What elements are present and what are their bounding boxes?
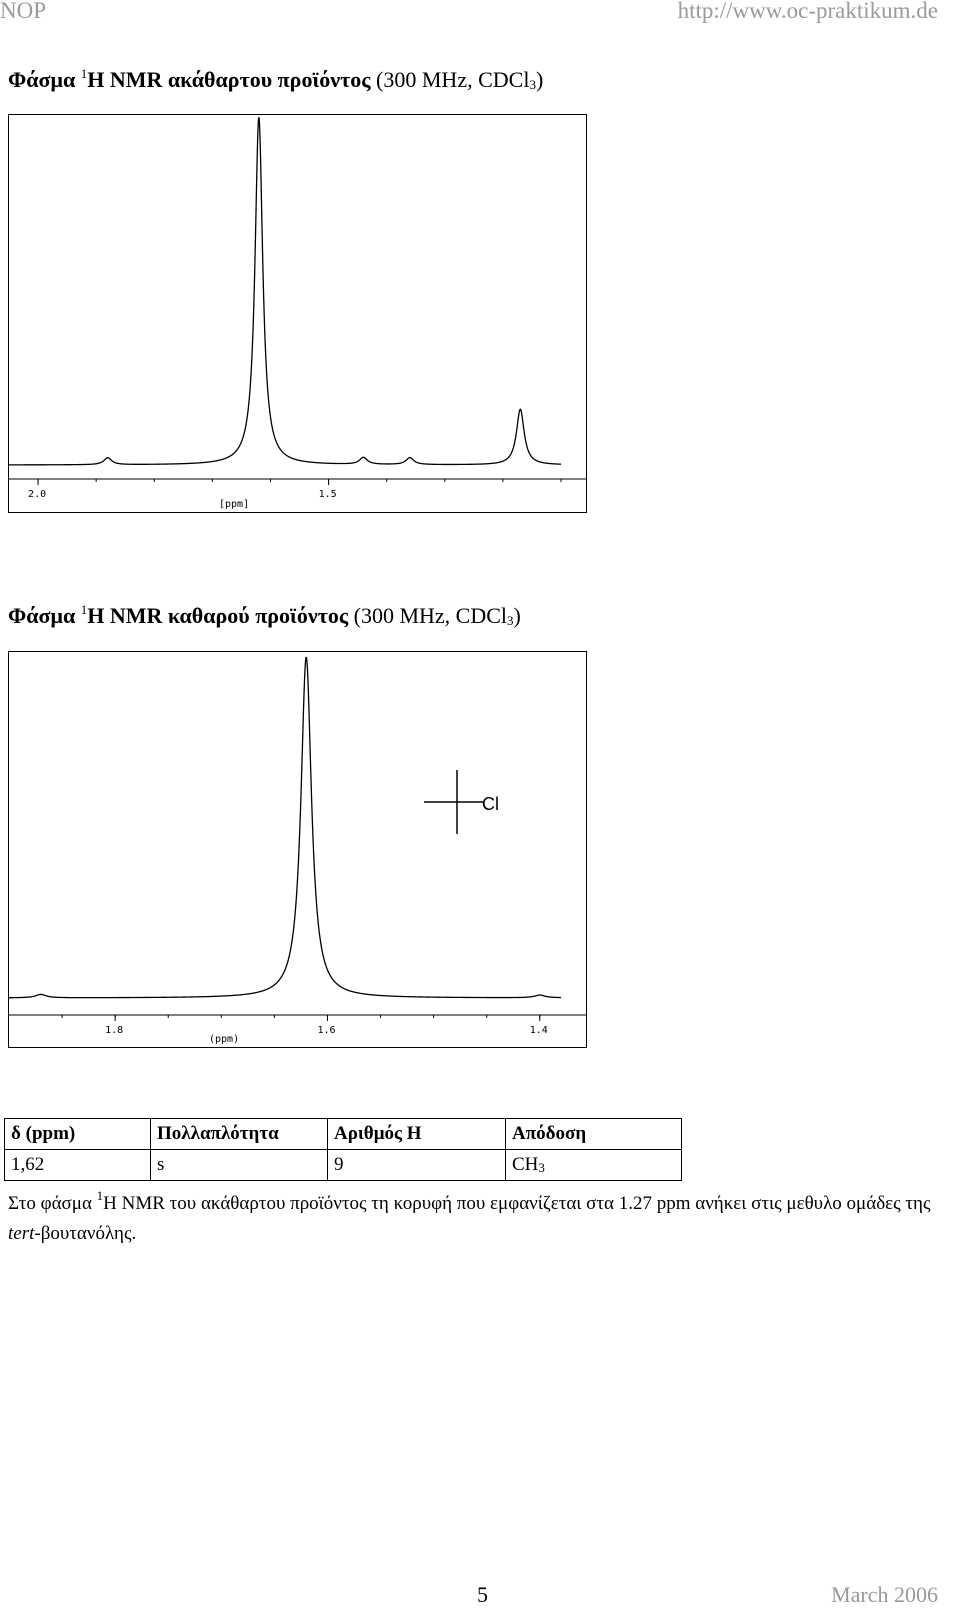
header-url[interactable]: http://www.oc-praktikum.de <box>677 0 938 23</box>
cell-count: 9 <box>328 1150 506 1181</box>
caption-sup: 1 <box>80 66 88 81</box>
caption-sub: 3 <box>507 613 514 628</box>
caption-end: ) <box>535 67 544 92</box>
paragraph-part-1: Στο φάσμα <box>8 1193 97 1214</box>
caption-sup: 1 <box>80 602 88 617</box>
caption-bold-2: H NMR ακάθαρτου προϊόντος <box>87 67 371 92</box>
x-tick-label: 1.5 <box>318 489 337 500</box>
caption-rest: (300 MHz, CDCl <box>348 603 508 628</box>
crude-ticks <box>28 479 561 500</box>
cell-assignment <box>506 1150 682 1181</box>
paragraph-italic: tert <box>8 1223 35 1244</box>
crude-spectrum-svg <box>9 115 586 512</box>
x-tick-label: 2.0 <box>28 489 47 500</box>
crude-spectrum-caption <box>8 67 543 93</box>
cell-shift: 1,62 <box>5 1150 151 1181</box>
x-tick-label: 1.6 <box>317 1025 336 1036</box>
structure-cl-label: Cl <box>482 794 499 814</box>
assignment-main: CH <box>512 1154 539 1175</box>
assignment-sub: 3 <box>538 1160 545 1175</box>
table-header-row <box>5 1119 682 1150</box>
table-row <box>5 1150 682 1181</box>
crude-axis-unit: [ppm] <box>219 499 250 510</box>
crude-spectrum-trace <box>9 117 561 465</box>
pure-ticks <box>62 1015 548 1036</box>
pure-spectrum-caption <box>8 603 521 629</box>
header-multiplicity: Πολλαπλότητα <box>151 1119 328 1150</box>
pure-spectrum-trace <box>9 657 561 997</box>
pure-spectrum-svg <box>9 652 586 1047</box>
header-shift: δ (ppm) <box>5 1119 151 1150</box>
explanation-paragraph <box>8 1189 943 1249</box>
footer-date: March 2006 <box>831 1582 938 1607</box>
cell-multiplicity: s <box>151 1150 328 1181</box>
x-tick-label: 1.8 <box>105 1025 124 1036</box>
header-left-label: NOP <box>0 0 47 23</box>
nmr-data-table <box>4 1118 682 1181</box>
pure-axis-unit: (ppm) <box>209 1034 240 1045</box>
crude-spectrum-plot <box>8 114 587 513</box>
page-number: 5 <box>477 1582 488 1607</box>
tert-butyl-chloride-structure <box>424 770 499 834</box>
header-count: Αριθμός H <box>328 1119 506 1150</box>
pure-spectrum-plot <box>8 651 587 1048</box>
caption-end: ) <box>513 603 521 628</box>
caption-bold: Φάσμα <box>8 603 81 628</box>
paragraph-part-2: H NMR του ακάθαρτου προϊόντος τη κορυφή που εμφανίζεται στα 1.27 ppm ανήκει στις μεθυλο ομάδες της <box>103 1193 931 1214</box>
caption-bold: Φάσμα <box>8 67 81 92</box>
caption-rest: (300 MHz, CDCl <box>370 67 530 92</box>
caption-bold-2: H NMR καθαρού προϊόντος <box>87 603 349 628</box>
header-assignment: Απόδοση <box>506 1119 682 1150</box>
caption-sub: 3 <box>529 77 536 92</box>
x-tick-label: 1.4 <box>529 1025 548 1036</box>
paragraph-sup: 1 <box>96 1188 104 1203</box>
paragraph-part-3: -βουτανόλης. <box>34 1223 137 1244</box>
